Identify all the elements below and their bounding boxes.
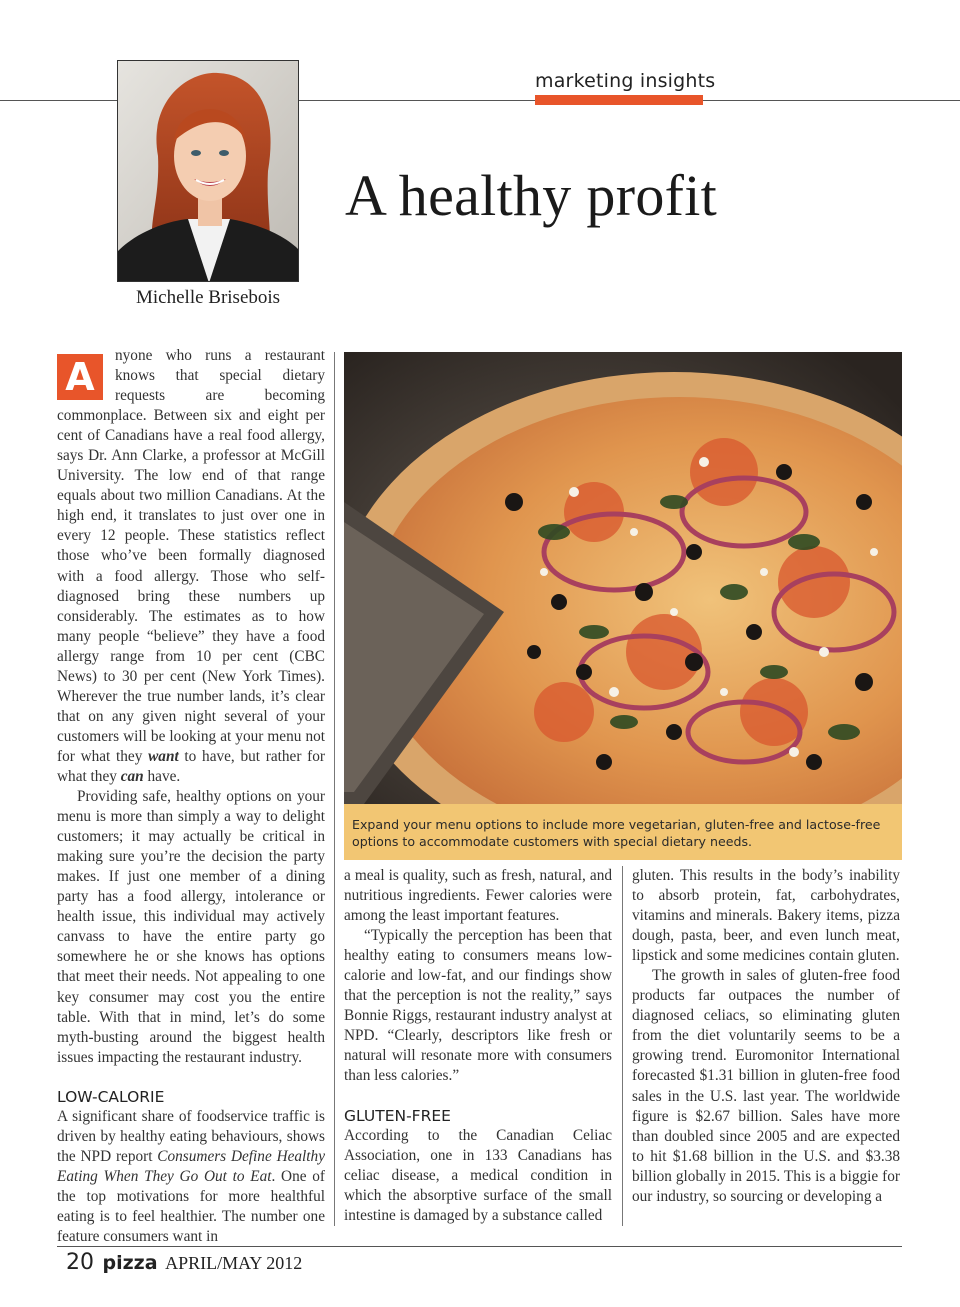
footer-rule [57,1246,902,1247]
article-title: A healthy profit [345,163,718,228]
author-portrait [117,60,299,282]
drop-cap: A [57,354,103,400]
intro-text-3: have. [143,767,181,785]
pizza-photo-image [344,352,902,804]
body-paragraph: According to the Canadian Celiac Association, one in 133 Canadians has celiac disease, a medical condition in which the absorptive surface of the small intestine is damaged by a substance called [344,1126,612,1224]
column-divider [622,866,623,1226]
section-label: marketing insights [535,70,716,92]
column-divider [334,352,335,1226]
body-paragraph: “Typically the perception has been that healthy eating to consumers means low-calorie and low-fat, and our findings show that the perception is not the reality,” says Bonnie Riggs, restaurant industry analyst at NPD. “Clearly, descriptors like fresh or natural will resonate more with consumers than less calories.” [344,927,612,1085]
subheading-low-calorie: LOW-CALORIE [57,1087,165,1106]
subheading-gluten-free: GLUTEN-FREE [344,1106,451,1125]
emphasis-can: can [120,767,144,785]
author-name: Michelle Brisebois [136,287,281,308]
intro-text-1: nyone who runs a restaurant knows that special dietary requests are becoming commonplace. Between six and eight per cent of Canadians have a real food allergy, says Dr. Ann Clarke, a professor at McGill University. The low end of that range equals about two million Canadians. At the high end, it translates to just over one in every 12 people. These statistics reflect those who’ve been formally diagnosed with a food allergy. Those who self-diagnosed bring these numbers up considerably. The estimates as to how many people “believe” they have a food allergy range from 10 per cent (CBC News) to 30 per cent (New York Times). Wherever the true number lands, it’s clear that on any given night several of your customers will be looking at your menu not for what they [57,347,325,765]
section-accent-bar [535,95,703,105]
body-text: A significant share of foodservice traffic is driven by healthy eating behaviours, shows the NPD report [57,1107,325,1165]
article-column-3 [632,866,900,1207]
article-column-2 [344,866,612,1226]
issue-date: APRIL/MAY 2012 [165,1253,303,1273]
intro-text-2: to have, but rather for what they [57,747,325,785]
body-paragraph: gluten. This results in the body’s inability to absorb protein, fat, carbohydrates, vitamins and minerals. Bakery items, pizza dough, pasta, beer, and even lunch meat, lipstick and some medicines contain gluten. [632,867,900,965]
photo-caption: Expand your menu options to include more vegetarian, gluten-free and lactose-free options to accommodate customers with special dietary needs. [344,804,902,860]
article-column-1 [57,346,325,1247]
body-paragraph: a meal is quality, such as fresh, natural, and nutritious ingredients. Fewer calories were among the least important features. [344,867,612,925]
author-portrait-image [118,61,299,282]
pizza-photo [344,352,902,804]
magazine-name: pizza [102,1252,158,1274]
report-title: Consumers Define Healthy Eating When They Go Out to Eat [57,1147,325,1185]
page-footer [66,1250,302,1275]
intro-paragraph [57,346,325,787]
body-paragraph: Providing safe, healthy options on your menu is more than simply a way to delight customers; it may actually be critical in making sure you’re the decision the party makes. If just one member of a dining party has a food allergy, intolerance or health issue, this individual may actively canvass to have the entire party go somewhere he or she knows has options that meet their needs. Not appealing to one key consumer may cost you the entire table. With that in mind, let’s do some myth-busting around the biggest health issues impacting the restaurant industry. [57,788,325,1066]
body-paragraph [57,1107,325,1247]
body-paragraph: The growth in sales of gluten-free food products far outpaces the number of diagnosed celiacs, so eliminating gluten from the diet voluntarily seems to be a growing trend. Euromonitor International forecasted $1.31 billion in gluten-free food sales in the U.S. last year. The worldwide figure is $2.67 billion. Sales have more than doubled since 2005 and are expected to hit $1.68 billion in the U.S. and $3.38 billion globally in 2015. This is a biggie for our industry, so sourcing or developing a [632,967,900,1205]
body-text: . One of the top motivations for more healthful eating is to feel healthier. The number one feature consumers want in [57,1167,325,1245]
emphasis-want: want [148,747,179,765]
page-number: 20 [66,1250,94,1275]
